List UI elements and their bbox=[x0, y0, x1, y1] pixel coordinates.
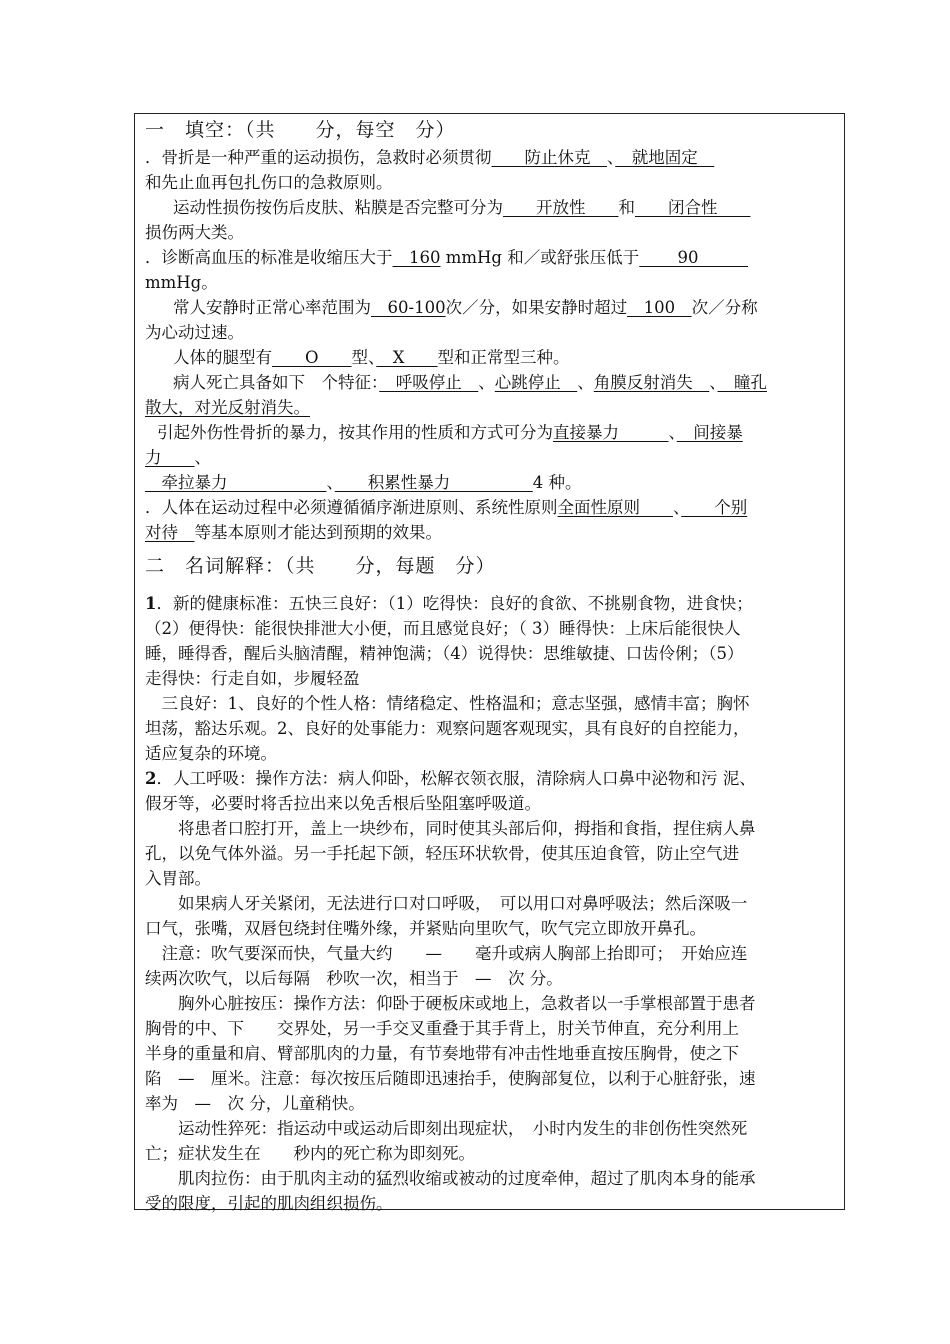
line-text: 陷 — 厘米。注意：每次按压后随即迅速抬手，使胸部复位，以利于心脏舒张，速 bbox=[145, 1069, 756, 1088]
answer: 心跳停止 bbox=[494, 373, 578, 392]
paragraph-line bbox=[145, 866, 840, 891]
line-text: 如果病人牙关紧闭，无法进行口对口呼吸， 可以用口对鼻呼吸法；然后深吸一 bbox=[145, 894, 748, 913]
paragraph-line bbox=[145, 1166, 840, 1191]
document-body bbox=[145, 113, 840, 1216]
answer: O bbox=[272, 348, 352, 367]
answer: 角膜反射消失 bbox=[593, 373, 710, 392]
paragraph-line bbox=[145, 641, 840, 666]
line-text: 睡，睡得香，醒后头脑清醒，精神饱满；（4）说得快：思维敏捷、口齿伶俐；（5） bbox=[145, 644, 744, 663]
line-text: 坦荡，豁达乐观。2、良好的处事能力：观察问题客观现实，具有良好的自控能力， bbox=[145, 719, 750, 738]
line-text: 受的限度，引起的肌肉组织损伤。 bbox=[145, 1194, 393, 1213]
line-text: 胸外心脏按压：操作方法：仰卧于硬板床或地上，急救者以一手掌根部置于患者 bbox=[145, 994, 756, 1013]
line-text: ．新的健康标准：五快三良好：（1）吃得快：良好的食欲、不挑剔食物，进食快； bbox=[156, 594, 753, 613]
question-5: 人体的腿型有 O 型、 X 型和正常型三种。 bbox=[173, 348, 570, 367]
paragraph-line bbox=[145, 591, 840, 616]
answer: 瞳孔 bbox=[717, 373, 767, 392]
line-text: （2）便得快：能很快排泄大小便，而且感觉良好；（ 3）睡得快：上床后能很快人 bbox=[145, 619, 741, 638]
line-text: 半身的重量和肩、臂部肌肉的力量，有节奏地带有冲击性地垂直按压胸骨，使之下 bbox=[145, 1044, 739, 1063]
answer: 60-100 bbox=[371, 298, 446, 317]
line-text: 三良好：1、良好的个性人格：情绪稳定、性格温和；意志坚强，感情丰富；胸怀 bbox=[145, 694, 750, 713]
question-2-cont: 损伤两大类。 bbox=[145, 223, 244, 242]
paragraph-line bbox=[145, 941, 840, 966]
question-8-cont: 对待 等基本原则才能达到预期的效果。 bbox=[145, 523, 442, 542]
answer: 160 bbox=[392, 248, 441, 267]
answer: 闭合性 bbox=[635, 198, 751, 217]
question-6: 病人死亡具备如下 个特征： 呼吸停止 、心跳停止 、角膜反射消失 、 瞳孔 bbox=[173, 373, 767, 392]
line-text: 率为 — 次 分，儿童稍快。 bbox=[145, 1094, 365, 1113]
answer: 间接暴 bbox=[676, 423, 743, 442]
question-3: ．诊断高血压的标准是收缩压大于 160 mmHg 和／或舒张压低于 90 bbox=[145, 248, 748, 267]
paragraph-line bbox=[145, 666, 840, 691]
line-text: 亡；症状发生在 秒内的死亡称为即刻死。 bbox=[145, 1144, 475, 1163]
section2-body bbox=[145, 591, 840, 1216]
paragraph-line bbox=[145, 841, 840, 866]
paragraph-line bbox=[145, 1066, 840, 1091]
question-7-cont: 力 、 bbox=[145, 448, 211, 467]
paragraph-line bbox=[145, 891, 840, 916]
paragraph-line bbox=[145, 816, 840, 841]
paragraph-line bbox=[145, 1141, 840, 1166]
item-number: 1 bbox=[145, 594, 157, 613]
paragraph-line bbox=[145, 616, 840, 641]
answer: 个别 bbox=[681, 498, 748, 517]
answer: 100 bbox=[627, 298, 692, 317]
paragraph-line bbox=[145, 741, 840, 766]
answer: 全面性原则 bbox=[557, 498, 673, 517]
question-2: 运动性损伤按伤后皮肤、粘膜是否完整可分为 开放性 和 闭合性 bbox=[173, 198, 751, 217]
question-3-cont: mmHg。 bbox=[145, 273, 218, 292]
paragraph-line bbox=[145, 1191, 840, 1216]
question-8: ．人体在运动过程中必须遵循循序渐进原则、系统性原则全面性原则 、 个别 bbox=[145, 498, 748, 517]
line-text: 适应复杂的环境。 bbox=[145, 744, 277, 763]
answer: 呼吸停止 bbox=[379, 373, 479, 392]
line-text: 假牙等，必要时将舌拉出来以免舌根后坠阻塞呼吸道。 bbox=[145, 794, 541, 813]
answer: 90 bbox=[639, 248, 748, 267]
section1-title: 一 填空：（共 分，每空 分） bbox=[145, 119, 456, 141]
line-text: 将患者口腔打开，盖上一块纱布，同时使其头部后仰，拇指和食指，捏住病人鼻 bbox=[145, 819, 756, 838]
paragraph-line bbox=[145, 791, 840, 816]
line-text: 续两次吹气，以后每隔 秒吹一次，相当于 — 次 分。 bbox=[145, 969, 563, 988]
question-4: 常人安静时正常心率范围为 60-100次／分，如果安静时超过 100 次／分称 bbox=[173, 298, 758, 317]
line-text: 走得快：行走自如，步履轻盈 bbox=[145, 669, 360, 688]
question-1-cont: 和先止血再包扎伤口的急救原则。 bbox=[145, 173, 393, 192]
paragraph-line bbox=[145, 691, 840, 716]
answer: 直接暴力 bbox=[553, 423, 669, 442]
answer: 积累性暴力 bbox=[334, 473, 533, 492]
answer: 防止休克 bbox=[491, 148, 607, 167]
answer: 牵拉暴力 bbox=[145, 473, 327, 492]
question-7: 引起外伤性骨折的暴力，按其作用的性质和方式可分为直接暴力 、 间接暴 bbox=[157, 423, 743, 442]
section2-title: 二 名词解释：（共 分，每题 分） bbox=[145, 555, 496, 577]
question-6-cont: 散大，对光反射消失。 bbox=[145, 398, 310, 417]
paragraph-line bbox=[145, 1116, 840, 1141]
line-text: ．人工呼吸：操作方法：病人仰卧，松解衣领衣服，清除病人口鼻中泌物和污 泥、 bbox=[156, 769, 756, 788]
item-number: 2 bbox=[145, 769, 157, 788]
paragraph-line bbox=[145, 966, 840, 991]
line-text: 注意：吹气要深而快，气量大约 — 毫升或病人胸部上抬即可； 开始应连 bbox=[145, 944, 748, 963]
question-7-cont2: 牵拉暴力 、 积累性暴力 4 种。 bbox=[145, 473, 582, 492]
line-text: 肌肉拉伤：由于肌肉主动的猛烈收缩或被动的过度牵伸，超过了肌肉本身的能承 bbox=[145, 1169, 756, 1188]
answer: X bbox=[376, 348, 438, 367]
paragraph-line bbox=[145, 716, 840, 741]
paragraph-line bbox=[145, 991, 840, 1016]
answer: 就地固定 bbox=[615, 148, 715, 167]
line-text: 入胃部。 bbox=[145, 869, 211, 888]
paragraph-line bbox=[145, 766, 840, 791]
line-text: 胸骨的中、下 交界处，另一手交叉重叠于其手背上，肘关节伸直，充分利用上 bbox=[145, 1019, 739, 1038]
line-text: 口气，张嘴，双唇包绕封住嘴外缘，并紧贴向里吹气，吹气完立即放开鼻孔。 bbox=[145, 919, 706, 938]
line-text: 孔，以免气体外溢。另一手托起下颌，轻压环状软骨，使其压迫食管，防止空气进 bbox=[145, 844, 739, 863]
paragraph-line bbox=[145, 1016, 840, 1041]
line-text: 运动性猝死：指运动中或运动后即刻出现症状， 小时内发生的非创伤性突然死 bbox=[145, 1119, 748, 1138]
answer: 开放性 bbox=[503, 198, 619, 217]
question-4-cont: 为心动过速。 bbox=[145, 323, 244, 342]
paragraph-line bbox=[145, 916, 840, 941]
question-1: ．骨折是一种严重的运动损伤，急救时必须贯彻 防止休克 、 就地固定 bbox=[145, 148, 715, 167]
paragraph-line bbox=[145, 1041, 840, 1066]
paragraph-line bbox=[145, 1091, 840, 1116]
